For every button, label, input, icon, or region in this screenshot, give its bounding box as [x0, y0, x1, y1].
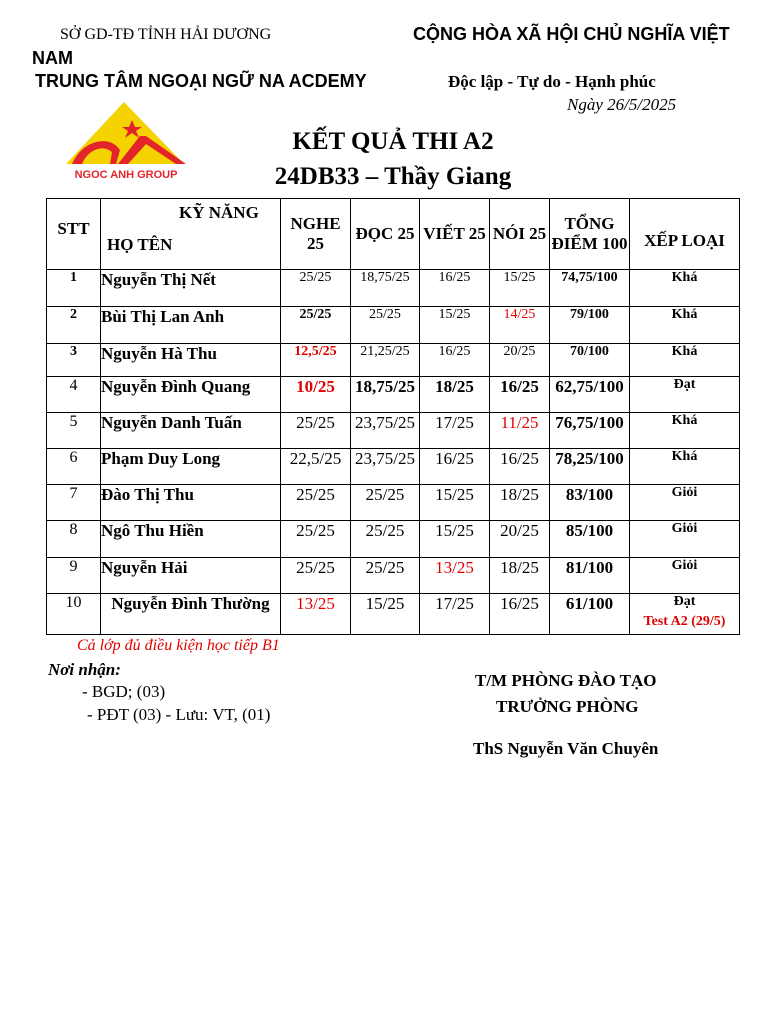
cell-rank: Giỏi	[630, 485, 740, 521]
cell-reading: 21,25/25	[351, 344, 420, 377]
cell-rank-group	[630, 594, 740, 635]
recipient-item: - BGD; (03)	[82, 682, 166, 701]
signer-role: TRƯỞNG PHÒNG	[496, 697, 639, 716]
cell-writing: 16/25	[420, 344, 490, 377]
cell-name: Ngô Thu Hiền	[101, 521, 281, 558]
cell-speaking: 20/25	[490, 521, 550, 558]
cell-rank: Khá	[630, 307, 740, 344]
cell-listening: 25/25	[281, 307, 351, 344]
cell-writing: 15/25	[420, 485, 490, 521]
cell-total: 85/100	[550, 521, 630, 558]
cell-name: Nguyễn Thị Nết	[101, 270, 281, 307]
class-title: 24DB33 – Thầy Giang	[274, 163, 512, 190]
cell-stt: 6	[47, 449, 101, 485]
table-row	[47, 449, 740, 485]
national-motto: Độc lập - Tự do - Hạnh phúc	[448, 72, 656, 91]
cell-speaking: 18/25	[490, 485, 550, 521]
cell-listening: 25/25	[281, 521, 351, 558]
cell-stt: 3	[47, 344, 101, 377]
header-total: TỔNG ĐIỂM 100	[550, 199, 630, 270]
cell-writing: 17/25	[420, 594, 490, 635]
cell-total: 79/100	[550, 307, 630, 344]
cell-stt: 4	[47, 377, 101, 413]
cell-speaking: 20/25	[490, 344, 550, 377]
cell-speaking: 16/25	[490, 449, 550, 485]
cell-name: Đào Thị Thu	[101, 485, 281, 521]
cell-name: Bùi Thị Lan Anh	[101, 307, 281, 344]
document-title: KẾT QUẢ THI A2	[292, 128, 494, 155]
cell-stt: 10	[47, 594, 101, 635]
cell-listening: 25/25	[281, 270, 351, 307]
table-row	[47, 270, 740, 307]
center-name: TRUNG TÂM NGOẠI NGỮ NA ACDEMY	[35, 71, 367, 91]
cell-speaking: 16/25	[490, 594, 550, 635]
cell-writing: 16/25	[420, 449, 490, 485]
cell-name: Nguyễn Hải	[101, 558, 281, 594]
cell-rank: Khá	[630, 413, 740, 449]
header-skill-name	[101, 199, 281, 270]
cell-writing: 17/25	[420, 413, 490, 449]
results-table	[46, 198, 740, 635]
cell-rank: Khá	[630, 344, 740, 377]
cell-speaking: 16/25	[490, 377, 550, 413]
header-rank: XẾP LOẠI	[630, 199, 740, 270]
cell-reading: 25/25	[351, 485, 420, 521]
cell-total: 70/100	[550, 344, 630, 377]
cell-name: Phạm Duy Long	[101, 449, 281, 485]
cell-stt: 2	[47, 307, 101, 344]
header-writing: VIẾT 25	[420, 199, 490, 270]
cell-speaking: 14/25	[490, 307, 550, 344]
table-row	[47, 344, 740, 377]
cell-reading: 25/25	[351, 307, 420, 344]
cell-total: 74,75/100	[550, 270, 630, 307]
cell-reading: 23,75/25	[351, 413, 420, 449]
cell-reading: 25/25	[351, 558, 420, 594]
cell-listening: 25/25	[281, 558, 351, 594]
cell-stt: 7	[47, 485, 101, 521]
cell-speaking: 15/25	[490, 270, 550, 307]
logo-brand-text: NGOC ANH GROUP	[74, 169, 178, 181]
cell-listening: 25/25	[281, 413, 351, 449]
cell-name: Nguyễn Hà Thu	[101, 344, 281, 377]
signer-title: T/M PHÒNG ĐÀO TẠO	[475, 671, 657, 690]
header-stt: STT	[47, 199, 101, 270]
cell-rank: Khá	[630, 449, 740, 485]
cell-listening: 25/25	[281, 485, 351, 521]
cell-rank: Đạt	[673, 594, 696, 609]
cell-total: 62,75/100	[550, 377, 630, 413]
table-row	[47, 558, 740, 594]
table-row	[47, 377, 740, 413]
cell-writing: 16/25	[420, 270, 490, 307]
header-reading: ĐỌC 25	[351, 199, 420, 270]
cell-writing: 15/25	[420, 521, 490, 558]
cell-reading: 25/25	[351, 521, 420, 558]
cell-total: 78,25/100	[550, 449, 630, 485]
cell-stt: 9	[47, 558, 101, 594]
table-header-row	[47, 199, 740, 270]
cell-listening: 10/25	[281, 377, 351, 413]
class-eligibility-note: Cả lớp đủ điều kiện học tiếp B1	[77, 637, 280, 654]
table-row	[47, 521, 740, 558]
table-row	[47, 594, 740, 635]
cell-total: 76,75/100	[550, 413, 630, 449]
header-name: HỌ TÊN	[107, 235, 173, 254]
rank-retest-note: Test A2 (29/5)	[643, 614, 726, 629]
header-skill: KỸ NĂNG	[179, 203, 259, 222]
cell-name: Nguyễn Đình Thường	[101, 594, 281, 635]
cell-reading: 15/25	[351, 594, 420, 635]
cell-reading: 23,75/25	[351, 449, 420, 485]
signer-name: ThS Nguyễn Văn Chuyên	[473, 739, 659, 758]
issue-date: Ngày 26/5/2025	[567, 95, 677, 114]
cell-name: Nguyễn Danh Tuấn	[101, 413, 281, 449]
cell-total: 83/100	[550, 485, 630, 521]
cell-stt: 8	[47, 521, 101, 558]
cell-listening: 13/25	[281, 594, 351, 635]
national-title-wrap: NAM	[32, 48, 73, 68]
national-title: CỘNG HÒA XÃ HỘI CHỦ NGHĨA VIỆT	[413, 24, 730, 44]
cell-reading: 18,75/25	[351, 377, 420, 413]
cell-stt: 5	[47, 413, 101, 449]
cell-writing: 15/25	[420, 307, 490, 344]
cell-rank: Giỏi	[630, 521, 740, 558]
cell-speaking: 18/25	[490, 558, 550, 594]
table-row	[47, 485, 740, 521]
recipient-item: - PĐT (03) - Lưu: VT, (01)	[87, 705, 271, 724]
cell-rank: Khá	[630, 270, 740, 307]
table-row	[47, 307, 740, 344]
cell-writing: 13/25	[420, 558, 490, 594]
recipients-title: Nơi nhận:	[48, 660, 121, 679]
header-listening: NGHE 25	[281, 199, 351, 270]
cell-listening: 22,5/25	[281, 449, 351, 485]
department-name: SỞ GD-TĐ TỈNH HẢI DƯƠNG	[60, 26, 272, 43]
cell-rank: Đạt	[630, 377, 740, 413]
cell-total: 61/100	[550, 594, 630, 635]
cell-listening: 12,5/25	[281, 344, 351, 377]
table-row	[47, 413, 740, 449]
cell-stt: 1	[47, 270, 101, 307]
cell-writing: 18/25	[420, 377, 490, 413]
cell-name: Nguyễn Đình Quang	[101, 377, 281, 413]
cell-rank: Giỏi	[630, 558, 740, 594]
cell-speaking: 11/25	[490, 413, 550, 449]
cell-reading: 18,75/25	[351, 270, 420, 307]
header-speaking: NÓI 25	[490, 199, 550, 270]
cell-total: 81/100	[550, 558, 630, 594]
